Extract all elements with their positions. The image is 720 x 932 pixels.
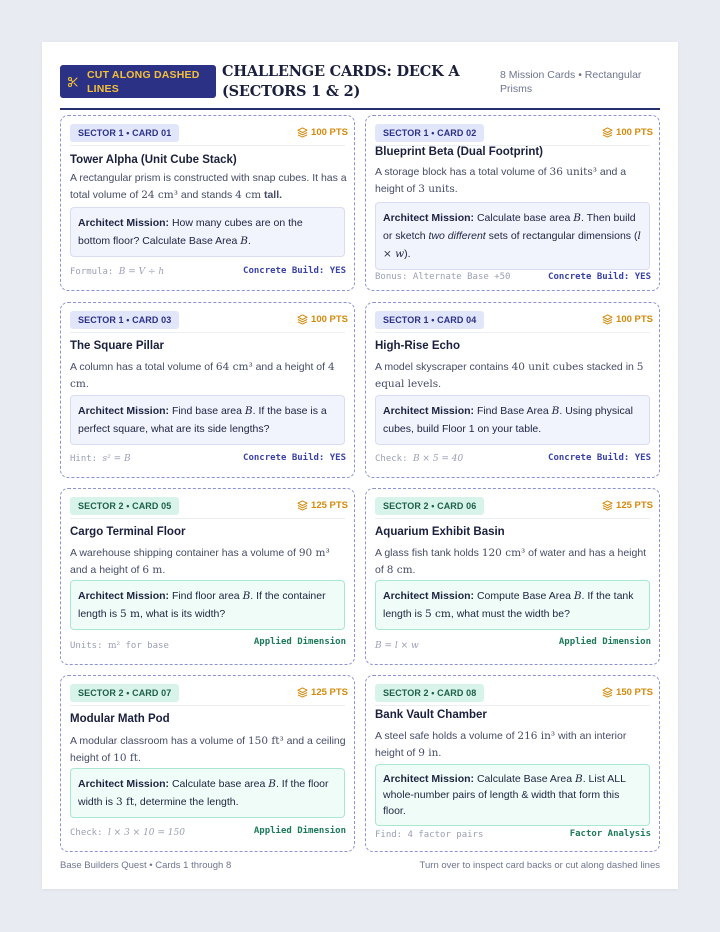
card-points: 125 PTS — [602, 500, 653, 511]
cut-instruction-badge — [60, 65, 216, 98]
layers-icon — [602, 687, 613, 698]
card-description: A warehouse shipping container has a volume of 90 m³ and a height of 6 m. — [70, 547, 330, 576]
card-divider — [70, 145, 345, 146]
card-mission: Architect Mission: Calculate base area B. If the floor width is 3 ft, determine the length. — [70, 768, 345, 818]
footer-left: Base Builders Quest • Cards 1 through 8 — [60, 860, 232, 871]
card-sector-tag: SECTOR 1 • CARD 03 — [70, 311, 179, 329]
card-footnote: Formula: B = V ÷ h — [70, 267, 165, 277]
card-build-type: Concrete Build: YES — [548, 272, 651, 282]
card-divider — [375, 705, 650, 706]
card-description: A glass fish tank holds 120 cm³ of water and has a height of 8 cm. — [375, 547, 647, 576]
layers-icon — [297, 687, 308, 698]
card-footnote: Units: m² for base — [70, 641, 169, 651]
card-description: A rectangular prism is constructed with snap cubes. It has a total volume of 24 cm³ and stands 4 cm tall. — [70, 172, 347, 201]
footer-right: Turn over to inspect card backs or cut along dashed lines — [419, 860, 660, 871]
layers-icon — [297, 500, 308, 511]
challenge-card-01 — [60, 115, 355, 291]
challenge-card-06 — [365, 488, 660, 665]
card-points: 125 PTS — [297, 687, 348, 698]
layers-icon — [297, 127, 308, 138]
card-points: 100 PTS — [297, 127, 348, 138]
card-footnote: B = l × w — [375, 641, 419, 651]
card-sector-tag: SECTOR 1 • CARD 01 — [70, 124, 179, 142]
card-title: Blueprint Beta (Dual Footprint) — [375, 146, 544, 158]
challenge-card-05 — [60, 488, 355, 665]
page-title: CHALLENGE CARDS: DECK A (SECTORS 1 & 2) — [222, 63, 460, 100]
card-footnote: Check: B × 5 = 40 — [375, 454, 464, 464]
card-divider — [375, 332, 650, 333]
card-build-type: Applied Dimension — [253, 826, 346, 836]
challenge-card-07 — [60, 675, 355, 852]
card-sector-tag: SECTOR 2 • CARD 08 — [375, 684, 484, 702]
card-description: A modular classroom has a volume of 150 ft³ and a ceiling height of 10 ft. — [70, 735, 346, 764]
card-description: A model skyscraper contains 40 unit cubes stacked in 5 equal levels. — [375, 361, 644, 390]
card-title: The Square Pillar — [70, 340, 164, 352]
card-sector-tag: SECTOR 1 • CARD 02 — [375, 124, 484, 142]
scissors-icon — [67, 76, 79, 88]
card-title: Aquarium Exhibit Basin — [375, 526, 505, 538]
cut-label: CUT ALONG DASHED LINES — [87, 68, 200, 95]
card-mission: Architect Mission: Compute Base Area B. If the tank length is 5 cm, what must the width be? — [375, 580, 650, 630]
card-mission: Architect Mission: Find Base Area B. Using physical cubes, build Floor 1 on your table. — [375, 395, 650, 445]
card-mission: Architect Mission: Calculate Base Area B. List ALL whole-number pairs of length & width that form this floor. — [375, 764, 650, 826]
card-points: 100 PTS — [602, 127, 653, 138]
card-sector-tag: SECTOR 2 • CARD 06 — [375, 497, 484, 515]
card-sector-tag: SECTOR 2 • CARD 07 — [70, 684, 179, 702]
card-title: Cargo Terminal Floor — [70, 526, 186, 538]
card-description: A storage block has a total volume of 36 units³ and a height of 3 units. — [375, 166, 627, 195]
card-build-type: Applied Dimension — [558, 637, 651, 647]
card-sector-tag: SECTOR 1 • CARD 04 — [375, 311, 484, 329]
card-divider — [70, 332, 345, 333]
card-mission: Architect Mission: How many cubes are on the bottom floor? Calculate Base Area B. — [70, 207, 345, 257]
worksheet-page — [42, 42, 678, 889]
layers-icon — [602, 127, 613, 138]
card-title: Bank Vault Chamber — [375, 709, 487, 721]
layers-icon — [297, 314, 308, 325]
card-divider — [70, 518, 345, 519]
page-subtitle: 8 Mission Cards • Rectangular Prisms — [500, 69, 642, 95]
card-description: A steel safe holds a volume of 216 in³ with an interior height of 9 in. — [375, 730, 627, 759]
layers-icon — [602, 314, 613, 325]
card-points: 100 PTS — [602, 314, 653, 325]
page-header — [60, 62, 660, 110]
card-mission: Architect Mission: Find floor area B. If the container length is 5 m, what is its width? — [70, 580, 345, 630]
card-build-type: Concrete Build: YES — [243, 453, 346, 463]
card-divider — [70, 705, 345, 706]
card-points: 150 PTS — [602, 687, 653, 698]
challenge-card-03 — [60, 302, 355, 478]
card-title: High-Rise Echo — [375, 340, 460, 352]
card-build-type: Concrete Build: YES — [548, 453, 651, 463]
card-description: A column has a total volume of 64 cm³ and a height of 4 cm. — [70, 361, 335, 390]
card-title: Tower Alpha (Unit Cube Stack) — [70, 154, 237, 166]
card-build-type: Factor Analysis — [569, 829, 651, 839]
card-footnote: Find: 4 factor pairs — [375, 830, 484, 840]
card-footnote: Bonus: Alternate Base +50 — [375, 272, 511, 282]
card-points: 125 PTS — [297, 500, 348, 511]
card-build-type: Concrete Build: YES — [243, 266, 346, 276]
card-divider — [375, 518, 650, 519]
layers-icon — [602, 500, 613, 511]
card-footnote: Check: l × 3 × 10 = 150 — [70, 828, 185, 838]
card-sector-tag: SECTOR 2 • CARD 05 — [70, 497, 179, 515]
challenge-card-02 — [365, 115, 660, 291]
card-points: 100 PTS — [297, 314, 348, 325]
challenge-card-04 — [365, 302, 660, 478]
card-footnote: Hint: s² = B — [70, 454, 131, 464]
card-title: Modular Math Pod — [70, 713, 170, 725]
card-mission: Architect Mission: Calculate base area B. Then build or sketch two different sets of rectangular dimensions (l × w). — [375, 202, 650, 270]
card-mission: Architect Mission: Find base area B. If the base is a perfect square, what are its side lengths? — [70, 395, 345, 445]
page-footer — [60, 860, 660, 871]
card-build-type: Applied Dimension — [253, 637, 346, 647]
challenge-card-08 — [365, 675, 660, 852]
